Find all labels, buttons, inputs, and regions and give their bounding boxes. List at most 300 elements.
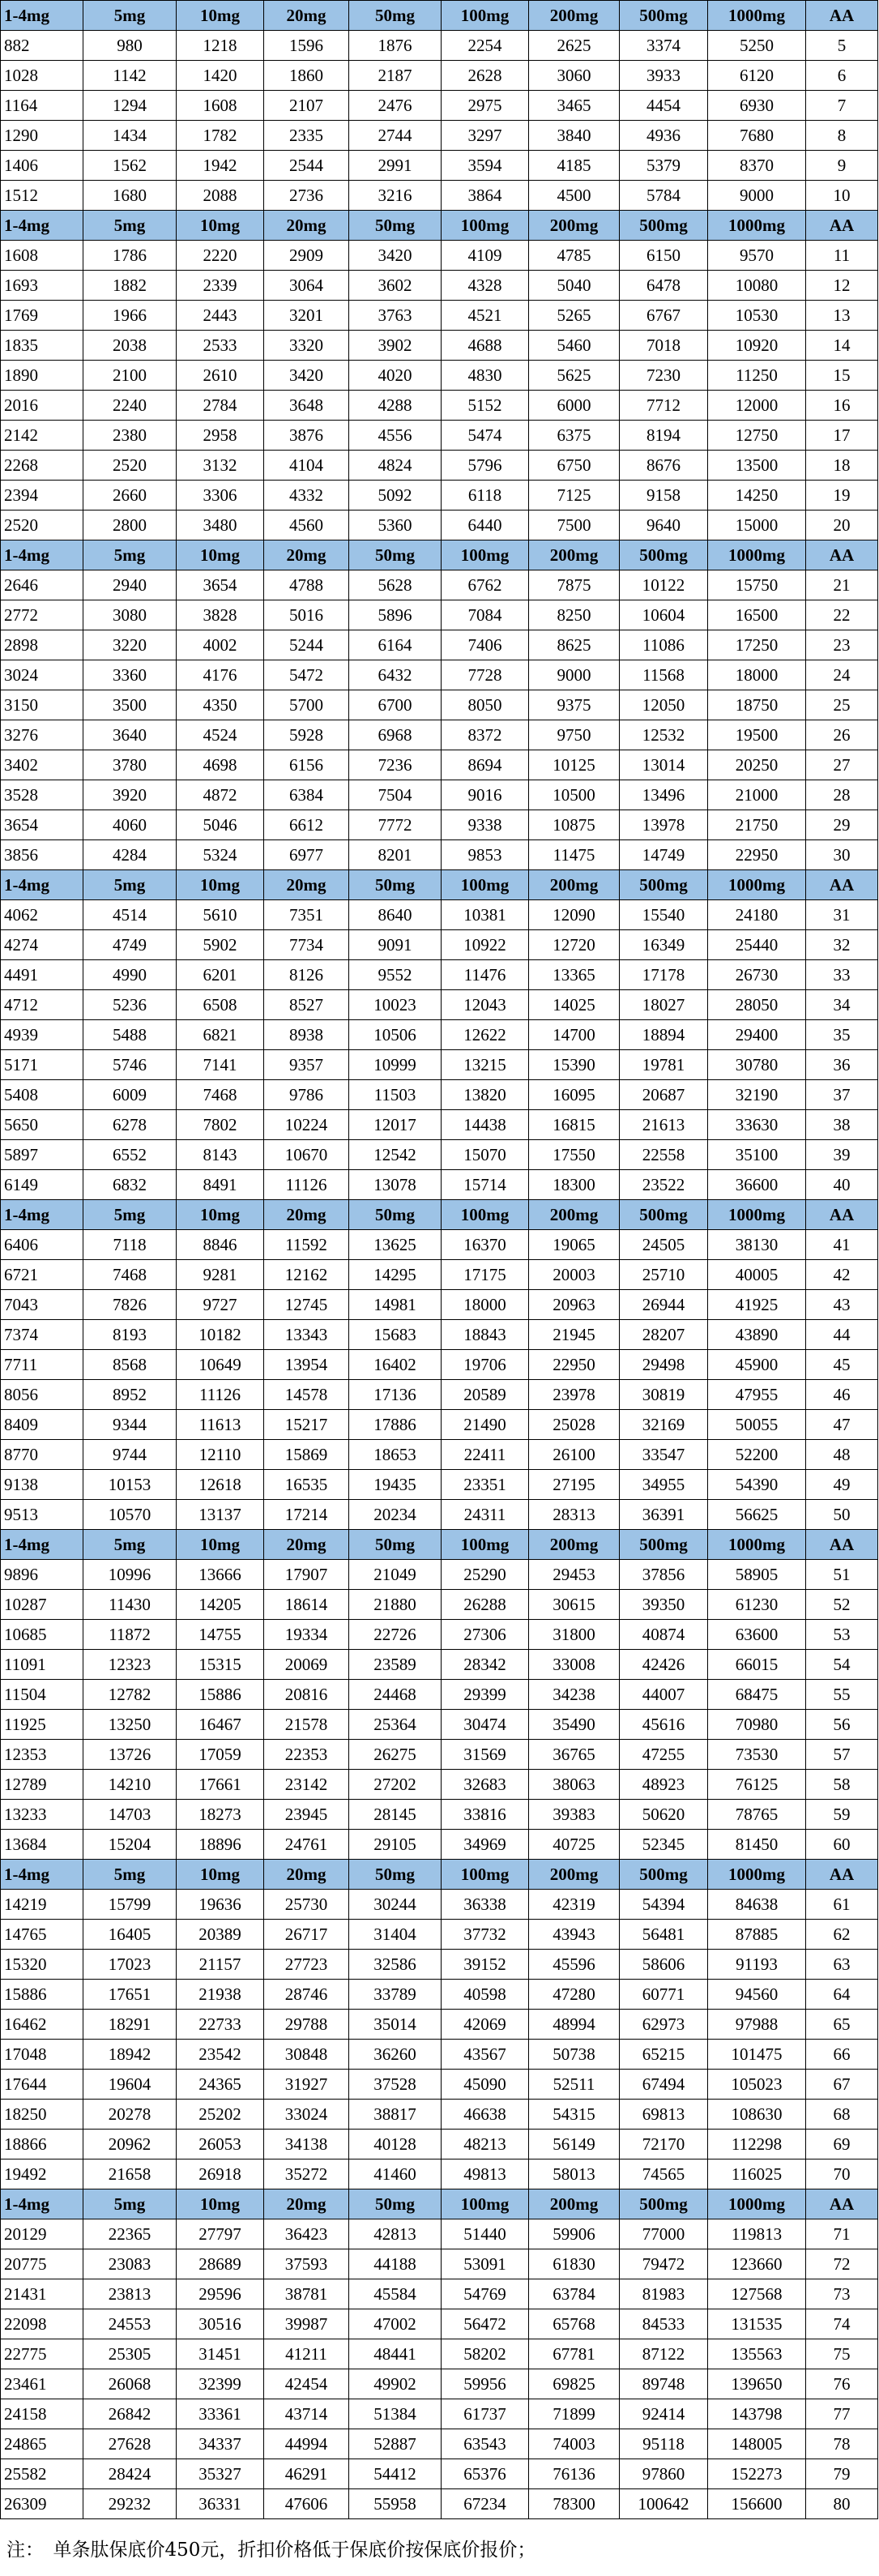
price-100mg: 43567: [442, 2040, 529, 2070]
price-1000mg: 68475: [708, 1680, 806, 1710]
price-10mg: 9727: [177, 1290, 264, 1320]
price-1000mg: 152273: [708, 2459, 806, 2489]
price-20mg: 2544: [264, 151, 349, 181]
price-1-4mg: 15320: [1, 1950, 83, 1980]
price-50mg: 49902: [349, 2369, 442, 2399]
price-500mg: 10122: [620, 570, 708, 600]
table-row: [1, 1740, 878, 1770]
price-20mg: 5016: [264, 600, 349, 630]
price-500mg: 3374: [620, 31, 708, 61]
table-row: [1, 421, 878, 451]
table-row: [1, 630, 878, 660]
price-10mg: 13137: [177, 1500, 264, 1530]
price-500mg: 4936: [620, 121, 708, 151]
price-20mg: 31927: [264, 2070, 349, 2100]
price-20mg: 1860: [264, 61, 349, 91]
price-20mg: 23142: [264, 1770, 349, 1800]
table-row: [1, 2339, 878, 2369]
price-500mg: 69813: [620, 2100, 708, 2130]
price-50mg: 2991: [349, 151, 442, 181]
price-500mg: 34955: [620, 1470, 708, 1500]
price-5mg: 25305: [83, 2339, 177, 2369]
price-1-4mg: 19492: [1, 2159, 83, 2189]
price-20mg: 3876: [264, 421, 349, 451]
price-1-4mg: 13233: [1, 1800, 83, 1830]
price-5mg: 4284: [83, 840, 177, 870]
price-1-4mg: 882: [1, 31, 83, 61]
price-500mg: 95118: [620, 2429, 708, 2459]
aa-count: 77: [806, 2399, 878, 2429]
aa-count: 52: [806, 1590, 878, 1620]
price-20mg: 7351: [264, 900, 349, 930]
price-10mg: 26918: [177, 2159, 264, 2189]
price-100mg: 2975: [442, 91, 529, 121]
price-10mg: 4176: [177, 660, 264, 690]
header-10mg: 10mg: [177, 1530, 264, 1560]
price-1000mg: 28050: [708, 990, 806, 1020]
price-200mg: 19065: [529, 1230, 620, 1260]
price-10mg: 36331: [177, 2489, 264, 2519]
price-20mg: 2107: [264, 91, 349, 121]
header-50mg: 50mg: [349, 2189, 442, 2219]
table-row: [1, 750, 878, 780]
price-5mg: 8952: [83, 1380, 177, 1410]
price-10mg: 31451: [177, 2339, 264, 2369]
header-1000mg: 1000mg: [708, 1530, 806, 1560]
price-5mg: 6832: [83, 1170, 177, 1200]
price-500mg: 36391: [620, 1500, 708, 1530]
price-20mg: 9357: [264, 1050, 349, 1080]
table-row: [1, 1650, 878, 1680]
price-100mg: 21490: [442, 1410, 529, 1440]
table-row: [1, 1380, 878, 1410]
header-1000mg: 1000mg: [708, 211, 806, 241]
price-100mg: 2254: [442, 31, 529, 61]
price-1-4mg: 7374: [1, 1320, 83, 1350]
price-1-4mg: 24158: [1, 2399, 83, 2429]
price-10mg: 3132: [177, 451, 264, 481]
header-100mg: 100mg: [442, 540, 529, 570]
price-100mg: 2628: [442, 61, 529, 91]
price-10mg: 22733: [177, 2010, 264, 2040]
price-50mg: 5896: [349, 600, 442, 630]
price-50mg: 21880: [349, 1590, 442, 1620]
price-500mg: 60771: [620, 1980, 708, 2010]
price-500mg: 3933: [620, 61, 708, 91]
header-5mg: 5mg: [83, 870, 177, 900]
price-5mg: 8193: [83, 1320, 177, 1350]
price-1000mg: 127568: [708, 2279, 806, 2309]
price-1-4mg: 20775: [1, 2249, 83, 2279]
header-200mg: 200mg: [529, 2189, 620, 2219]
price-1000mg: 81450: [708, 1830, 806, 1860]
price-1000mg: 38130: [708, 1230, 806, 1260]
price-100mg: 3864: [442, 181, 529, 211]
header-20mg: 20mg: [264, 1530, 349, 1560]
header-200mg: 200mg: [529, 211, 620, 241]
price-1000mg: 25440: [708, 930, 806, 960]
price-1000mg: 35100: [708, 1140, 806, 1170]
header-1-4mg: 1-4mg: [1, 870, 83, 900]
price-5mg: 24553: [83, 2309, 177, 2339]
price-1-4mg: 3654: [1, 810, 83, 840]
table-row: [1, 2369, 878, 2399]
price-100mg: 15070: [442, 1140, 529, 1170]
price-500mg: 97860: [620, 2459, 708, 2489]
price-10mg: 3828: [177, 600, 264, 630]
table-row: [1, 2070, 878, 2100]
header-1000mg: 1000mg: [708, 870, 806, 900]
price-1-4mg: 12353: [1, 1740, 83, 1770]
price-100mg: 56472: [442, 2309, 529, 2339]
price-5mg: 2038: [83, 331, 177, 361]
price-20mg: 20816: [264, 1680, 349, 1710]
price-10mg: 14755: [177, 1620, 264, 1650]
header-20mg: 20mg: [264, 540, 349, 570]
footnote: 注： 单条肽保底价450元，折扣价格低于保底价按保底价报价；: [6, 2540, 536, 2561]
price-500mg: 11086: [620, 630, 708, 660]
aa-count: 13: [806, 301, 878, 331]
price-200mg: 15390: [529, 1050, 620, 1080]
price-1-4mg: 1835: [1, 331, 83, 361]
aa-count: 38: [806, 1110, 878, 1140]
table-row: [1, 1920, 878, 1950]
price-5mg: 2660: [83, 481, 177, 511]
price-500mg: 18894: [620, 1020, 708, 1050]
price-5mg: 1680: [83, 181, 177, 211]
price-1-4mg: 2268: [1, 451, 83, 481]
header-50mg: 50mg: [349, 1200, 442, 1230]
price-200mg: 35490: [529, 1710, 620, 1740]
price-1000mg: 61230: [708, 1590, 806, 1620]
header-5mg: 5mg: [83, 1200, 177, 1230]
price-1000mg: 108630: [708, 2100, 806, 2130]
price-5mg: 2520: [83, 451, 177, 481]
header-20mg: 20mg: [264, 870, 349, 900]
price-10mg: 16467: [177, 1710, 264, 1740]
table-row: [1, 2459, 878, 2489]
price-200mg: 56149: [529, 2130, 620, 2159]
price-500mg: 7712: [620, 391, 708, 421]
price-1000mg: 9570: [708, 241, 806, 271]
price-5mg: 2240: [83, 391, 177, 421]
price-5mg: 2800: [83, 511, 177, 540]
price-100mg: 25290: [442, 1560, 529, 1590]
price-1-4mg: 1512: [1, 181, 83, 211]
price-5mg: 16405: [83, 1920, 177, 1950]
price-1000mg: 10080: [708, 271, 806, 301]
price-5mg: 6552: [83, 1140, 177, 1170]
price-5mg: 1882: [83, 271, 177, 301]
price-50mg: 40128: [349, 2130, 442, 2159]
price-1-4mg: 17048: [1, 2040, 83, 2070]
price-5mg: 4749: [83, 930, 177, 960]
price-10mg: 28689: [177, 2249, 264, 2279]
price-1000mg: 10530: [708, 301, 806, 331]
table-row: [1, 600, 878, 630]
price-1-4mg: 3024: [1, 660, 83, 690]
price-500mg: 10604: [620, 600, 708, 630]
price-1000mg: 10920: [708, 331, 806, 361]
price-1-4mg: 4062: [1, 900, 83, 930]
table-row: [1, 1770, 878, 1800]
price-5mg: 9344: [83, 1410, 177, 1440]
price-1000mg: 70980: [708, 1710, 806, 1740]
price-1-4mg: 7043: [1, 1290, 83, 1320]
price-50mg: 5092: [349, 481, 442, 511]
table-row: [1, 1350, 878, 1380]
price-200mg: 20963: [529, 1290, 620, 1320]
price-5mg: 10153: [83, 1470, 177, 1500]
header-aa: AA: [806, 2189, 878, 2219]
aa-count: 36: [806, 1050, 878, 1080]
price-1000mg: 73530: [708, 1740, 806, 1770]
price-5mg: 22365: [83, 2219, 177, 2249]
price-1-4mg: 23461: [1, 2369, 83, 2399]
price-5mg: 21658: [83, 2159, 177, 2189]
price-20mg: 2909: [264, 241, 349, 271]
header-100mg: 100mg: [442, 2189, 529, 2219]
price-1000mg: 52200: [708, 1440, 806, 1470]
price-20mg: 15217: [264, 1410, 349, 1440]
price-100mg: 8372: [442, 720, 529, 750]
price-50mg: 12017: [349, 1110, 442, 1140]
price-50mg: 18653: [349, 1440, 442, 1470]
price-50mg: 10506: [349, 1020, 442, 1050]
table-row: [1, 1980, 878, 2010]
price-1000mg: 116025: [708, 2159, 806, 2189]
price-5mg: 20278: [83, 2100, 177, 2130]
price-1000mg: 6120: [708, 61, 806, 91]
header-1-4mg: 1-4mg: [1, 1200, 83, 1230]
table-row: [1, 121, 878, 151]
aa-count: 26: [806, 720, 878, 750]
price-500mg: 9158: [620, 481, 708, 511]
price-100mg: 37732: [442, 1920, 529, 1950]
price-10mg: 2610: [177, 361, 264, 391]
aa-count: 25: [806, 690, 878, 720]
price-1000mg: 84638: [708, 1890, 806, 1920]
table-row: [1, 2279, 878, 2309]
aa-count: 73: [806, 2279, 878, 2309]
price-200mg: 69825: [529, 2369, 620, 2399]
price-20mg: 18614: [264, 1590, 349, 1620]
header-row: [1, 2189, 878, 2219]
price-20mg: 37593: [264, 2249, 349, 2279]
price-200mg: 38063: [529, 1770, 620, 1800]
price-10mg: 14205: [177, 1590, 264, 1620]
aa-count: 32: [806, 930, 878, 960]
price-5mg: 28424: [83, 2459, 177, 2489]
price-50mg: 4556: [349, 421, 442, 451]
price-1-4mg: 10287: [1, 1590, 83, 1620]
price-200mg: 27195: [529, 1470, 620, 1500]
price-100mg: 4328: [442, 271, 529, 301]
header-100mg: 100mg: [442, 1200, 529, 1230]
price-10mg: 11613: [177, 1410, 264, 1440]
table-row: [1, 1410, 878, 1440]
price-50mg: 4824: [349, 451, 442, 481]
table-row: [1, 1110, 878, 1140]
price-50mg: 27202: [349, 1770, 442, 1800]
price-1-4mg: 1290: [1, 121, 83, 151]
price-100mg: 9853: [442, 840, 529, 870]
table-row: [1, 391, 878, 421]
price-500mg: 25710: [620, 1260, 708, 1290]
price-50mg: 29105: [349, 1830, 442, 1860]
price-1000mg: 123660: [708, 2249, 806, 2279]
price-5mg: 11430: [83, 1590, 177, 1620]
price-5mg: 3500: [83, 690, 177, 720]
table-row: [1, 930, 878, 960]
aa-count: 61: [806, 1890, 878, 1920]
header-aa: AA: [806, 1200, 878, 1230]
header-50mg: 50mg: [349, 870, 442, 900]
price-5mg: 17651: [83, 1980, 177, 2010]
price-1-4mg: 4712: [1, 990, 83, 1020]
aa-count: 28: [806, 780, 878, 810]
price-10mg: 29596: [177, 2279, 264, 2309]
price-5mg: 3920: [83, 780, 177, 810]
header-1000mg: 1000mg: [708, 1860, 806, 1890]
price-50mg: 3902: [349, 331, 442, 361]
price-50mg: 38817: [349, 2100, 442, 2130]
price-200mg: 13365: [529, 960, 620, 990]
aa-count: 68: [806, 2100, 878, 2130]
price-1-4mg: 22775: [1, 2339, 83, 2369]
price-20mg: 4104: [264, 451, 349, 481]
header-100mg: 100mg: [442, 211, 529, 241]
price-500mg: 8676: [620, 451, 708, 481]
price-500mg: 54394: [620, 1890, 708, 1920]
price-20mg: 8938: [264, 1020, 349, 1050]
price-10mg: 8143: [177, 1140, 264, 1170]
price-10mg: 6201: [177, 960, 264, 990]
price-200mg: 28313: [529, 1500, 620, 1530]
header-10mg: 10mg: [177, 2189, 264, 2219]
price-50mg: 4020: [349, 361, 442, 391]
price-20mg: 12162: [264, 1260, 349, 1290]
price-200mg: 9750: [529, 720, 620, 750]
price-10mg: 3654: [177, 570, 264, 600]
price-20mg: 3064: [264, 271, 349, 301]
price-50mg: 19435: [349, 1470, 442, 1500]
aa-count: 29: [806, 810, 878, 840]
price-200mg: 10875: [529, 810, 620, 840]
price-1-4mg: 4274: [1, 930, 83, 960]
price-10mg: 8846: [177, 1230, 264, 1260]
price-50mg: 33789: [349, 1980, 442, 2010]
price-50mg: 6432: [349, 660, 442, 690]
price-20mg: 1596: [264, 31, 349, 61]
price-500mg: 39350: [620, 1590, 708, 1620]
price-200mg: 3840: [529, 121, 620, 151]
price-1000mg: 17250: [708, 630, 806, 660]
price-500mg: 40874: [620, 1620, 708, 1650]
price-200mg: 7875: [529, 570, 620, 600]
table-row: [1, 91, 878, 121]
aa-count: 70: [806, 2159, 878, 2189]
price-10mg: 5324: [177, 840, 264, 870]
price-100mg: 33816: [442, 1800, 529, 1830]
price-5mg: 3780: [83, 750, 177, 780]
header-row: [1, 540, 878, 570]
table-row: [1, 2130, 878, 2159]
aa-count: 78: [806, 2429, 878, 2459]
price-20mg: 8126: [264, 960, 349, 990]
price-200mg: 5040: [529, 271, 620, 301]
header-1-4mg: 1-4mg: [1, 211, 83, 241]
aa-count: 46: [806, 1380, 878, 1410]
price-200mg: 10500: [529, 780, 620, 810]
price-10mg: 3480: [177, 511, 264, 540]
price-10mg: 12618: [177, 1470, 264, 1500]
aa-count: 79: [806, 2459, 878, 2489]
price-20mg: 24761: [264, 1830, 349, 1860]
header-20mg: 20mg: [264, 1200, 349, 1230]
price-500mg: 20687: [620, 1080, 708, 1110]
price-200mg: 21945: [529, 1320, 620, 1350]
aa-count: 43: [806, 1290, 878, 1320]
price-50mg: 52887: [349, 2429, 442, 2459]
table-row: [1, 1320, 878, 1350]
price-1000mg: 30780: [708, 1050, 806, 1080]
header-200mg: 200mg: [529, 1530, 620, 1560]
table-row: [1, 960, 878, 990]
header-50mg: 50mg: [349, 1860, 442, 1890]
price-5mg: 18291: [83, 2010, 177, 2040]
price-10mg: 8491: [177, 1170, 264, 1200]
price-50mg: 5628: [349, 570, 442, 600]
price-1-4mg: 17644: [1, 2070, 83, 2100]
price-50mg: 14295: [349, 1260, 442, 1290]
aa-count: 12: [806, 271, 878, 301]
price-100mg: 3297: [442, 121, 529, 151]
price-500mg: 28207: [620, 1320, 708, 1350]
aa-count: 18: [806, 451, 878, 481]
price-200mg: 8625: [529, 630, 620, 660]
header-10mg: 10mg: [177, 211, 264, 241]
price-200mg: 42319: [529, 1890, 620, 1920]
aa-count: 44: [806, 1320, 878, 1350]
price-100mg: 24311: [442, 1500, 529, 1530]
price-20mg: 39987: [264, 2309, 349, 2339]
price-5mg: 1966: [83, 301, 177, 331]
price-1000mg: 112298: [708, 2130, 806, 2159]
price-5mg: 3220: [83, 630, 177, 660]
header-row: [1, 211, 878, 241]
table-row: [1, 451, 878, 481]
price-20mg: 38781: [264, 2279, 349, 2309]
price-500mg: 21613: [620, 1110, 708, 1140]
price-100mg: 48213: [442, 2130, 529, 2159]
price-10mg: 25202: [177, 2100, 264, 2130]
price-500mg: 37856: [620, 1560, 708, 1590]
price-10mg: 5046: [177, 810, 264, 840]
header-500mg: 500mg: [620, 1530, 708, 1560]
price-100mg: 15714: [442, 1170, 529, 1200]
price-10mg: 2088: [177, 181, 264, 211]
price-5mg: 15799: [83, 1890, 177, 1920]
table-row: [1, 271, 878, 301]
price-1000mg: 54390: [708, 1470, 806, 1500]
price-1000mg: 18750: [708, 690, 806, 720]
price-100mg: 29399: [442, 1680, 529, 1710]
price-10mg: 4524: [177, 720, 264, 750]
price-1000mg: 15750: [708, 570, 806, 600]
price-50mg: 10999: [349, 1050, 442, 1080]
header-1000mg: 1000mg: [708, 1, 806, 31]
